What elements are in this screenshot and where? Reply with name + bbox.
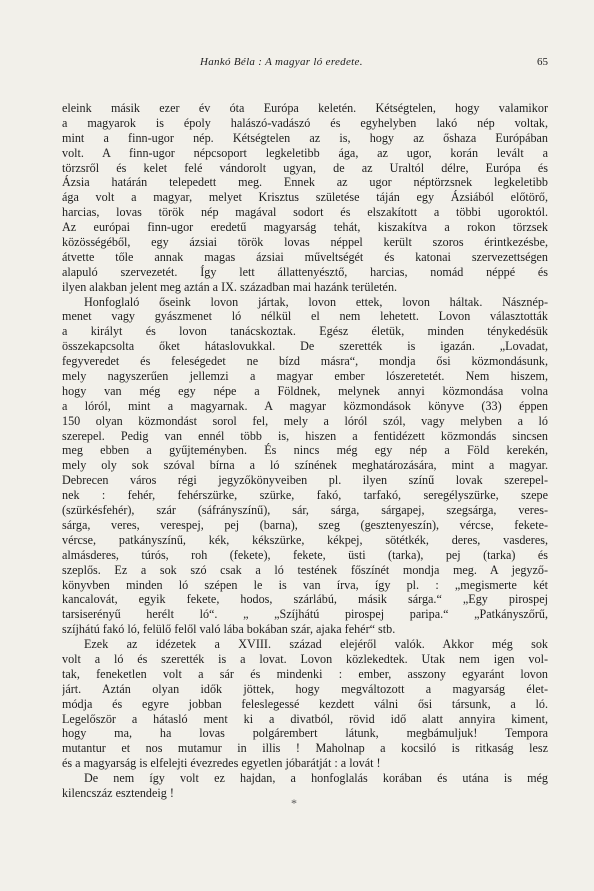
text-line: Debrecen város régi jegyzőkönyveiben pl. ilyen színű lovak szerepel- (62, 473, 548, 488)
page-number: 65 (537, 56, 548, 68)
text-line: a királyt és lovon tanácskoztak. Egész életük, minden ténykedésük (62, 324, 548, 339)
text-line: mely oly sok szóval bírna a ló színének meghatározására, mint a magyar. (62, 458, 548, 473)
section-ornament: * (291, 796, 297, 810)
text-line: volt a ló és szerették is a lovat. Lovon közlekedtek. Utak nem igen vol- (62, 651, 548, 666)
text-line: sárga, veres, verespej, pej (barna), szeg (gesztenyeszín), vércse, fekete- (62, 517, 548, 532)
text-line: Ázsia határán telepedett meg. Ennek az ugor néptörzsnek legkeletibb (62, 175, 548, 190)
text-line: vércse, patkányszínű, kék, kékszürke, kékpej, sötétkék, deres, vasderes, (62, 532, 548, 547)
text-line: átvette tőle annak magas ázsiai műveltségét és katonai szervezettségen (62, 249, 548, 264)
text-line: hogy ma, ha lovas polgárembert látunk, megbámuljuk! Tempora (62, 726, 548, 741)
text-line: Az európai finn-ugor eredetű magyarság tehát, kiszakítva a rokon törzsek (62, 220, 548, 235)
text-line: Legelőször a hátasló ment ki a divatból, rövid idő alatt annyira kiment, (62, 711, 548, 726)
text-line: könyvben minden ló szépen le is van írva, így pl. : „megismerte két (62, 577, 548, 592)
text-line: tak, feneketlen volt a sár és mindenki : ember, asszony egyaránt lovon (62, 666, 548, 681)
text-line: nek : fehér, fehérszürke, szürke, fakó, tarfakó, seregélyszürke, szepe (62, 488, 548, 503)
text-line: a lóról, mint a magyarnak. A magyar közmondások könyve (33) éppen (62, 398, 548, 413)
text-line: harcias, lovas török nép magával sodort és elszakított a többi ugoroktól. (62, 205, 548, 220)
text-line: meg ebben a gyűjteményben. És nincs még egy nép a Föld kerekén, (62, 443, 548, 458)
text-line: törzsről és kelet felé vándorolt ugyan, de az Uraltól délre, Európa és (62, 160, 548, 175)
text-line: mutantur et nos mutamur in illis ! Maholnap a kocsiló is ritkaság lesz (62, 741, 548, 756)
text-line: járt. Aztán olyan idők jöttek, hogy megváltozott a magyarság élet- (62, 681, 548, 696)
text-line: ilyen alakban jelent meg aztán a IX. században mai hazánk területén. (62, 279, 398, 294)
text-line: kancalovát, egyik fekete, hodos, szárlábú, másik sárga.“ „Egy pirospej (62, 592, 548, 607)
text-line: hogy van még egy népe a Földnek, melynek annyi közmondása volna (62, 383, 548, 398)
text-line: közösségéből, egy ázsiai török lovas néppel került szoros érintkezésbe, (62, 235, 548, 250)
text-line: alapuló szervezetét. Így lett állattenyésztő, harcias, nomád néppé és (62, 264, 548, 279)
text-line: szíjhátú fakó ló, felülő felől való lába bokában szár, ajaka fehér“ stb. (62, 622, 396, 637)
text-line: mint a finn-ugor nép. Kétségtelen az is, hogy az őshaza Európában (62, 130, 548, 145)
body-text (62, 101, 548, 801)
text-line: módja és egyre jobban feleslegessé kezdett válni ősi társunk, a ló. (62, 696, 548, 711)
text-line: Ezek az idézetek a XVIII. század elejéről valók. Akkor még sok (84, 637, 548, 652)
text-line: a magyarok is époly halászó-vadászó és egyhelyben lakó nép voltak, (62, 115, 548, 130)
text-line: kilencszáz esztendeig ! (62, 785, 174, 800)
text-line: menet vagy gyászmenet ló nélkül el nem lehetett. Lovon választották (62, 309, 548, 324)
text-line: ága volt a magyar, melyet Krisztus születése táján egy Ázsiából előtörő, (62, 190, 548, 205)
text-line: mely nagyszerűen jellemzi a magyar ember lószeretetét. Nem hiszem, (62, 369, 548, 384)
text-line: és a magyarság is elfelejti évezredes egyetlen jóbarátját : a lovát ! (62, 756, 381, 771)
text-line: fegyveredet és feleségedet ne bízd másra“, mondja ősi közmondásunk, (62, 354, 548, 369)
text-line: tarsiserényű herélt ló“. „ „Szíjhátú pirospej paripa.“ „Patkányszőrű, (62, 607, 548, 622)
text-line: volt. A finn-ugor népcsoport legkeletibb ága, az ugor, korán levált a (62, 145, 548, 160)
text-line: szerepel. Pedig van ennél több is, hiszen a fentidézett közmondás sincsen (62, 428, 548, 443)
text-line: 150 olyan közmondást sorol fel, mely a lóról szól, vagy melyben a ló (62, 413, 548, 428)
text-line: Honfoglaló őseink lovon jártak, lovon ettek, lovon háltak. Násznép- (84, 294, 548, 309)
text-line: (szürkésfehér), szár (sáfrányszínű), sár, sárga, sárgapej, szegsárga, veres- (62, 503, 548, 518)
text-line: szeplős. Ez a sok szó csak a ló testének főszínét mondja meg. A jegyző- (62, 562, 548, 577)
text-line: De nem így volt ez hajdan, a honfoglalás korában és utána is még (84, 771, 548, 786)
running-title: Hankó Béla : A magyar ló eredete. (200, 56, 363, 68)
text-line: összekapcsolta őket hátaslovukkal. De szerették is igazán. „Lovadat, (62, 339, 548, 354)
text-line: eleink másik ezer év óta Európa keletén. Kétségtelen, hogy valamikor (62, 101, 548, 115)
text-line: almásderes, túrós, roh (fekete), fekete, üsti (tarka), pej (tarka) és (62, 547, 548, 562)
